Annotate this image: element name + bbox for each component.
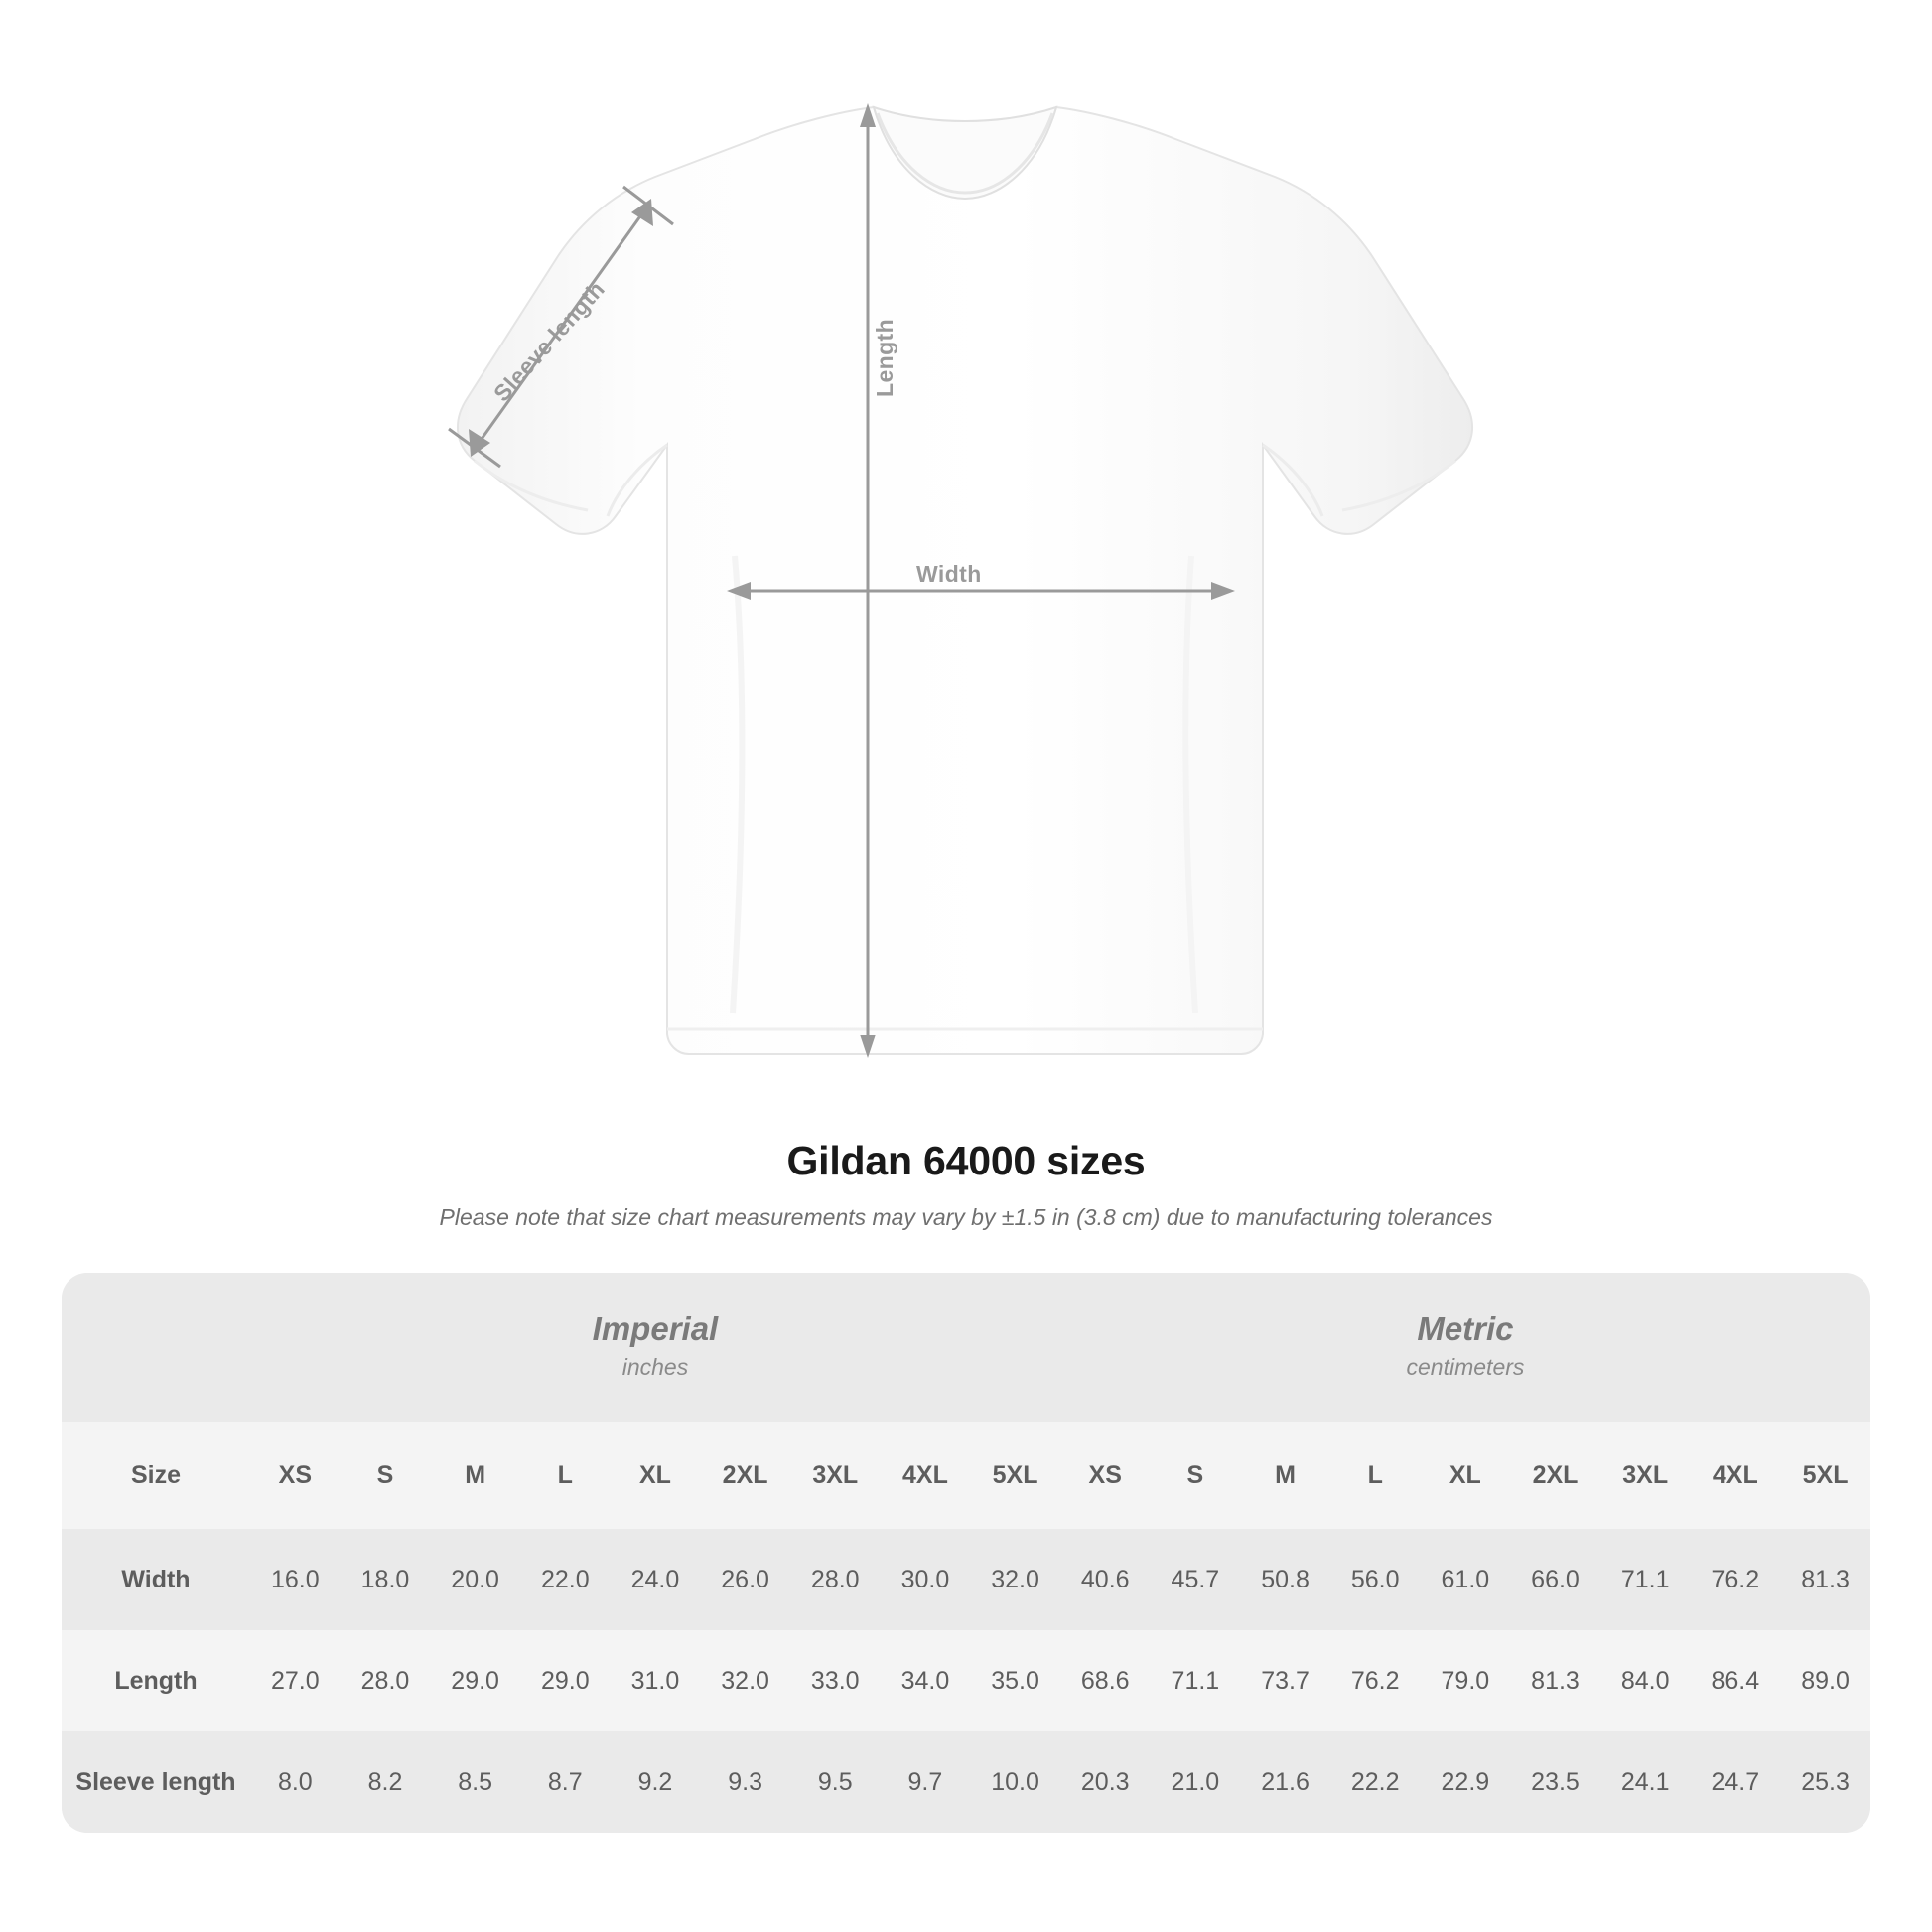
size-header-row xyxy=(62,1422,1870,1529)
measurement-cell: 76.2 xyxy=(1330,1630,1421,1731)
measurement-cell: 45.7 xyxy=(1151,1529,1241,1630)
measurement-cell: 31.0 xyxy=(611,1630,701,1731)
size-header-cell: XL xyxy=(611,1422,701,1529)
measurement-cell: 50.8 xyxy=(1240,1529,1330,1630)
row-label-length: Length xyxy=(62,1630,250,1731)
measurement-cell: 9.7 xyxy=(881,1731,971,1833)
size-header-cell: 3XL xyxy=(1600,1422,1691,1529)
unit-group-imperial xyxy=(250,1273,1060,1422)
sleeve-length-dimension-label: Sleeve length xyxy=(488,275,611,407)
size-header-cell: L xyxy=(1330,1422,1421,1529)
row-label-width: Width xyxy=(62,1529,250,1630)
measurement-cell: 26.0 xyxy=(700,1529,790,1630)
measurement-cell: 28.0 xyxy=(341,1630,431,1731)
size-header-cell: M xyxy=(1240,1422,1330,1529)
tolerance-note: Please note that size chart measurements may vary by ±1.5 in (3.8 cm) due to manufacturing tolerances xyxy=(439,1204,1493,1230)
measurement-cell: 24.0 xyxy=(611,1529,701,1630)
measurement-cell: 84.0 xyxy=(1600,1630,1691,1731)
size-header-cell: 2XL xyxy=(1510,1422,1600,1529)
size-header-cell: S xyxy=(341,1422,431,1529)
measurement-cell: 21.6 xyxy=(1240,1731,1330,1833)
table-corner-label: Size xyxy=(62,1422,250,1529)
measurement-cell: 30.0 xyxy=(881,1529,971,1630)
unit-header-row xyxy=(62,1273,1870,1422)
measurement-cell: 71.1 xyxy=(1151,1630,1241,1731)
measurement-cell: 35.0 xyxy=(970,1630,1060,1731)
width-dimension-label: Width xyxy=(916,561,982,587)
unit-group-sub: inches xyxy=(621,1354,689,1381)
measurement-cell: 40.6 xyxy=(1060,1529,1151,1630)
measurement-cell: 8.2 xyxy=(341,1731,431,1833)
measurement-cell: 68.6 xyxy=(1060,1630,1151,1731)
measurement-cell: 56.0 xyxy=(1330,1529,1421,1630)
size-header-cell: L xyxy=(520,1422,611,1529)
measurement-cell: 21.0 xyxy=(1151,1731,1241,1833)
size-header-cell: 4XL xyxy=(881,1422,971,1529)
measurement-cell: 24.7 xyxy=(1691,1731,1781,1833)
size-header-cell: 5XL xyxy=(970,1422,1060,1529)
unit-group-metric xyxy=(1060,1273,1870,1422)
table-row xyxy=(62,1529,1870,1630)
measurement-cell: 9.3 xyxy=(700,1731,790,1833)
measurement-cell: 81.3 xyxy=(1510,1630,1600,1731)
measurement-cell: 66.0 xyxy=(1510,1529,1600,1630)
length-dimension-label: Length xyxy=(872,318,897,397)
measurement-cell: 18.0 xyxy=(341,1529,431,1630)
measurement-cell: 27.0 xyxy=(250,1630,341,1731)
size-header-cell: S xyxy=(1151,1422,1241,1529)
measurement-cell: 89.0 xyxy=(1780,1630,1870,1731)
measurement-cell: 9.2 xyxy=(611,1731,701,1833)
title-block xyxy=(0,1138,1932,1231)
unit-group-name: Imperial xyxy=(592,1310,719,1347)
size-header-cell: 3XL xyxy=(790,1422,881,1529)
size-table-container xyxy=(62,1273,1870,1833)
measurement-cell: 61.0 xyxy=(1421,1529,1511,1630)
measurement-cell: 23.5 xyxy=(1510,1731,1600,1833)
measurement-cell: 81.3 xyxy=(1780,1529,1870,1630)
unit-group-sub: centimeters xyxy=(1406,1354,1525,1381)
measurement-cell: 29.0 xyxy=(520,1630,611,1731)
row-label-sleeve-length: Sleeve length xyxy=(62,1731,250,1833)
size-header-cell: XS xyxy=(250,1422,341,1529)
table-row xyxy=(62,1731,1870,1833)
measurement-cell: 9.5 xyxy=(790,1731,881,1833)
measurement-cell: 76.2 xyxy=(1691,1529,1781,1630)
measurement-cell: 20.0 xyxy=(430,1529,520,1630)
measurement-cell: 25.3 xyxy=(1780,1731,1870,1833)
size-header-cell: 2XL xyxy=(700,1422,790,1529)
measurement-cell: 86.4 xyxy=(1691,1630,1781,1731)
size-header-cell: 4XL xyxy=(1691,1422,1781,1529)
size-header-cell: M xyxy=(430,1422,520,1529)
table-row xyxy=(62,1630,1870,1731)
size-header-cell: XS xyxy=(1060,1422,1151,1529)
measurement-cell: 8.0 xyxy=(250,1731,341,1833)
size-table xyxy=(62,1273,1870,1833)
measurement-cell: 22.9 xyxy=(1421,1731,1511,1833)
measurement-cell: 32.0 xyxy=(700,1630,790,1731)
measurement-cell: 32.0 xyxy=(970,1529,1060,1630)
page-title: Gildan 64000 sizes xyxy=(786,1138,1146,1183)
measurement-cell: 29.0 xyxy=(430,1630,520,1731)
measurement-cell: 73.7 xyxy=(1240,1630,1330,1731)
measurement-cell: 10.0 xyxy=(970,1731,1060,1833)
measurement-cell: 8.7 xyxy=(520,1731,611,1833)
measurement-cell: 8.5 xyxy=(430,1731,520,1833)
unit-header-spacer xyxy=(62,1273,250,1422)
measurement-cell: 22.2 xyxy=(1330,1731,1421,1833)
measurement-cell: 79.0 xyxy=(1421,1630,1511,1731)
measurement-cell: 16.0 xyxy=(250,1529,341,1630)
size-header-cell: XL xyxy=(1421,1422,1511,1529)
unit-group-name: Metric xyxy=(1417,1310,1514,1347)
measurement-cell: 24.1 xyxy=(1600,1731,1691,1833)
measurement-cell: 28.0 xyxy=(790,1529,881,1630)
measurement-cell: 33.0 xyxy=(790,1630,881,1731)
measurement-cell: 20.3 xyxy=(1060,1731,1151,1833)
measurement-cell: 34.0 xyxy=(881,1630,971,1731)
measurement-cell: 71.1 xyxy=(1600,1529,1691,1630)
measurement-cell: 22.0 xyxy=(520,1529,611,1630)
size-header-cell: 5XL xyxy=(1780,1422,1870,1529)
